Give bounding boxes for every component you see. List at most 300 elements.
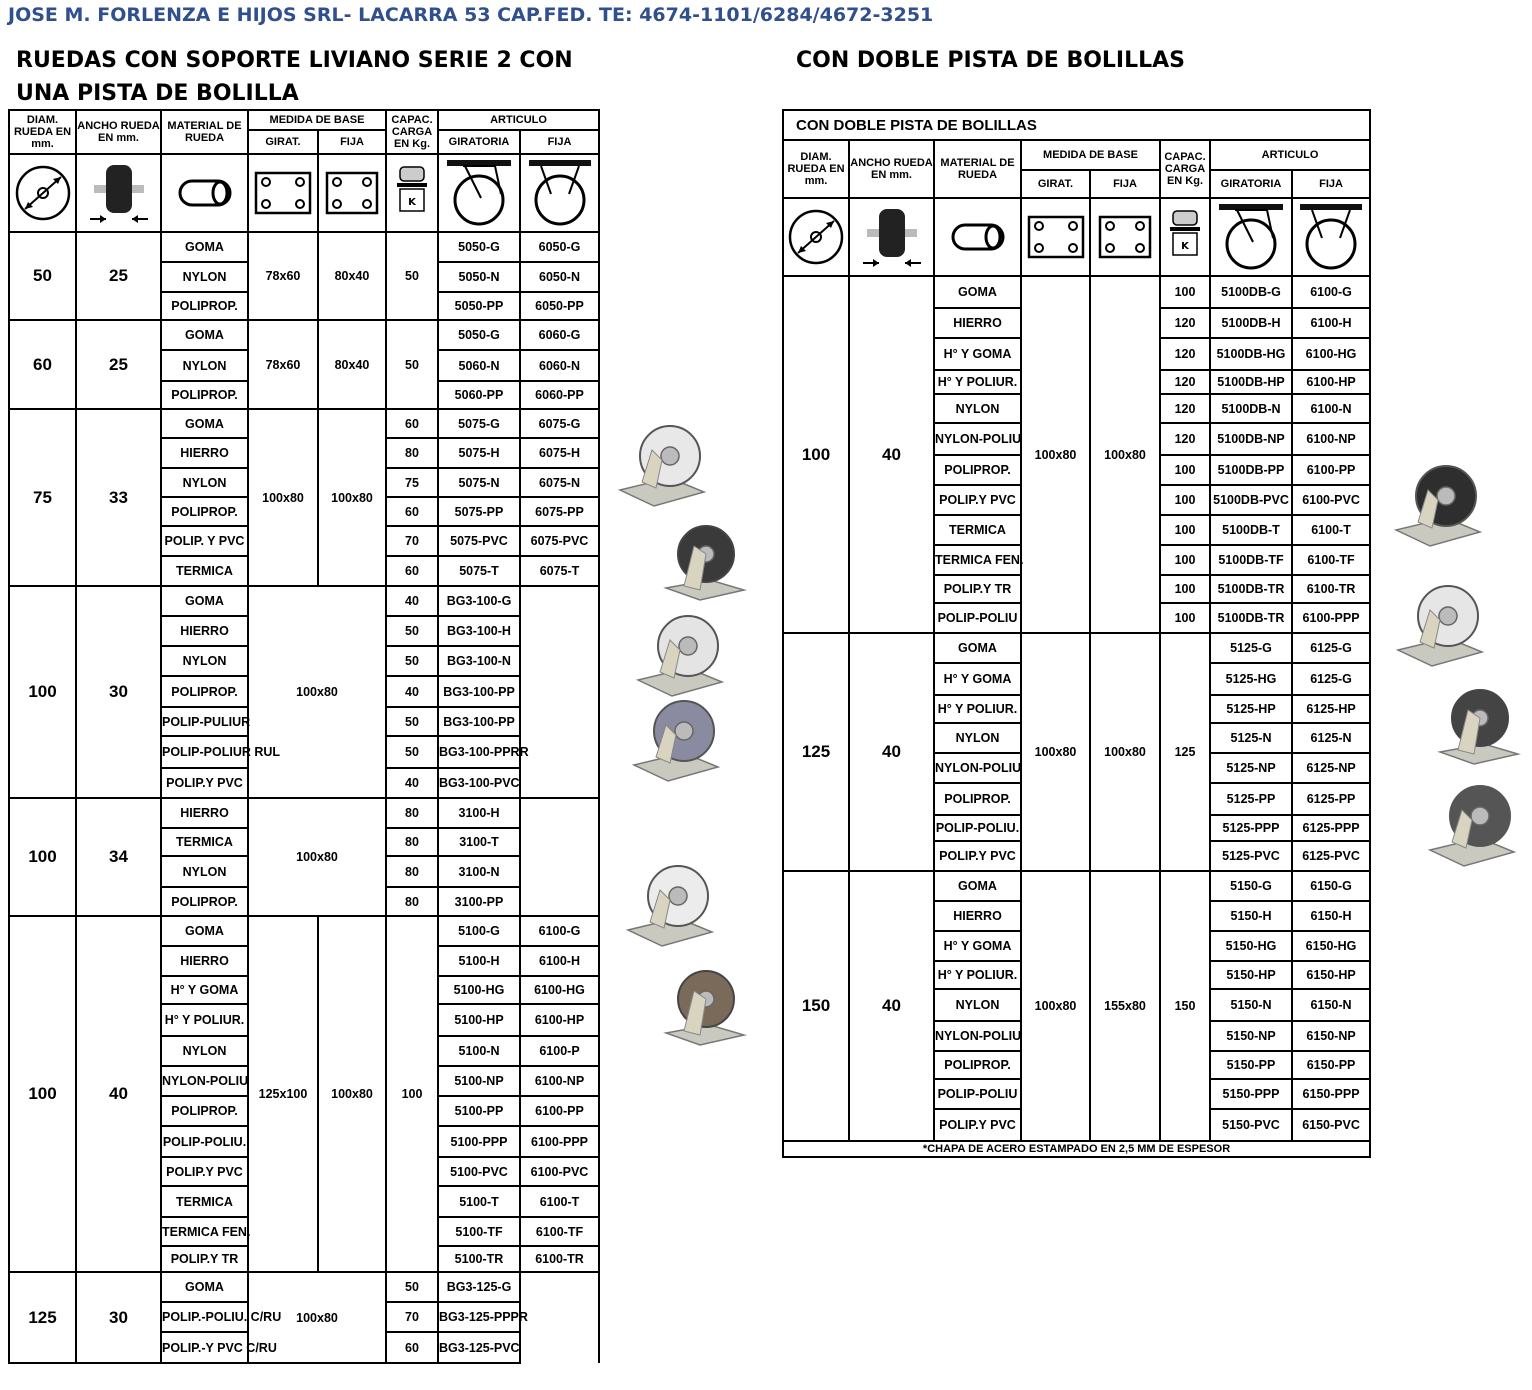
svg-text:K: K xyxy=(1181,241,1189,252)
icon-cell xyxy=(386,154,438,232)
article-giratoria-cell: BG3-125-PPPR xyxy=(438,1302,520,1332)
material-cell: NYLON-POLIU xyxy=(934,423,1021,455)
icon-cell xyxy=(1210,198,1292,276)
material-cell: POLIP-POLIU. xyxy=(934,815,1021,841)
article-giratoria-cell: 5100DB-TF xyxy=(1210,545,1292,575)
capacity-cell: 60 xyxy=(386,497,438,526)
article-giratoria-cell: 5100DB-PVC xyxy=(1210,485,1292,515)
article-giratoria-cell: 3100-PP xyxy=(438,887,520,916)
table-row xyxy=(9,798,599,828)
caster-photo xyxy=(660,965,750,1060)
material-cell: POLIPROP. xyxy=(934,455,1021,485)
capacity-cell: 100 xyxy=(1160,276,1210,308)
ancho-cell: 25 xyxy=(76,320,161,409)
article-giratoria-cell: BG3-100-PPRR xyxy=(438,736,520,768)
wheel-material-icon xyxy=(162,175,247,211)
capacity-cell: 120 xyxy=(1160,338,1210,370)
table-row xyxy=(783,276,1370,308)
material-cell: POLIP-POLIU xyxy=(934,1079,1021,1109)
capacity-cell: 80 xyxy=(386,856,438,887)
right-table-footnote: *CHAPA DE ACERO ESTAMPADO EN 2,5 MM DE ESPESOR xyxy=(783,1141,1370,1157)
article-giratoria-cell: 5050-PP xyxy=(438,292,520,320)
diam-cell: 125 xyxy=(783,633,849,871)
article-fija-cell: 6050-N xyxy=(520,262,599,292)
capacity-cell: 120 xyxy=(1160,308,1210,338)
capacity-cell: 100 xyxy=(386,916,438,1272)
icon-cell xyxy=(934,198,1021,276)
article-fija-cell: 6125-PVC xyxy=(1292,841,1370,871)
load-capacity-icon xyxy=(1161,209,1209,265)
col-giratoria-header: GIRATORIA xyxy=(438,130,520,154)
article-giratoria-cell: BG3-125-PVC xyxy=(438,1332,520,1363)
material-cell: POLIP.Y PVC xyxy=(934,485,1021,515)
material-cell: H° Y GOMA xyxy=(934,663,1021,695)
icon-cell xyxy=(520,154,599,232)
article-giratoria-cell: 3100-T xyxy=(438,828,520,856)
article-fija-cell: 6100-PVC xyxy=(1292,485,1370,515)
article-fija-cell: 6125-G xyxy=(1292,633,1370,663)
capacity-cell: 80 xyxy=(386,887,438,916)
capacity-cell: 100 xyxy=(1160,485,1210,515)
article-giratoria-cell: 5075-PP xyxy=(438,497,520,526)
capacity-cell: 50 xyxy=(386,707,438,736)
capacity-cell: 50 xyxy=(386,616,438,646)
fija-base-cell: 100x80 xyxy=(1090,633,1160,871)
col-fija2-header: FIJA xyxy=(1292,170,1370,198)
material-cell: POLIPROP. xyxy=(934,1051,1021,1079)
material-cell: HIERRO xyxy=(161,946,248,976)
col-capac-header: CAPAC. CARGA EN Kg. xyxy=(386,110,438,154)
capacity-cell: 60 xyxy=(386,556,438,586)
material-cell: POLIP.Y PVC xyxy=(161,768,248,798)
base-cell: 100x80 xyxy=(248,1272,386,1363)
capacity-cell: 100 xyxy=(1160,545,1210,575)
material-cell: POLIPROP. xyxy=(161,1096,248,1126)
material-cell: POLIP.Y PVC xyxy=(934,1109,1021,1141)
diam-cell: 150 xyxy=(783,871,849,1141)
fija-base-cell: 100x80 xyxy=(1090,276,1160,633)
col-diam-header: DIAM. RUEDA EN mm. xyxy=(9,110,76,154)
article-fija-cell: 6100-PPP xyxy=(1292,603,1370,633)
article-giratoria-cell: 5100DB-H xyxy=(1210,308,1292,338)
material-cell: NYLON xyxy=(934,394,1021,423)
article-giratoria-cell: 5100-N xyxy=(438,1036,520,1066)
material-cell: GOMA xyxy=(161,1272,248,1302)
article-giratoria-cell: 5100DB-TR xyxy=(1210,603,1292,633)
col-girat-header: GIRAT. xyxy=(248,130,318,154)
article-giratoria-cell: 5100DB-HG xyxy=(1210,338,1292,370)
col-medida-header: MEDIDA DE BASE xyxy=(248,110,386,130)
article-giratoria-cell: 5060-PP xyxy=(438,381,520,409)
article-giratoria-cell: 5125-NP xyxy=(1210,753,1292,783)
material-cell: POLIPROP. xyxy=(161,676,248,707)
base-cell: 100x80 xyxy=(248,586,386,798)
article-fija-cell: 6125-G xyxy=(1292,663,1370,695)
article-giratoria-cell: 5150-N xyxy=(1210,989,1292,1021)
article-fija-cell: 6100-PVC xyxy=(520,1157,599,1186)
article-giratoria-cell: 5100-HP xyxy=(438,1004,520,1036)
article-giratoria-cell: BG3-100-N xyxy=(438,646,520,676)
girat-base-cell: 100x80 xyxy=(248,409,318,586)
material-cell: H° Y GOMA xyxy=(934,338,1021,370)
fija-base-cell: 80x40 xyxy=(318,320,386,409)
article-giratoria-cell: 5150-HP xyxy=(1210,961,1292,989)
article-giratoria-cell: 3100-N xyxy=(438,856,520,887)
article-giratoria-cell: 5100-G xyxy=(438,916,520,946)
ancho-cell: 40 xyxy=(849,633,934,871)
article-fija-cell: 6100-N xyxy=(1292,394,1370,423)
article-giratoria-cell: 5100-HG xyxy=(438,976,520,1004)
diam-cell: 60 xyxy=(9,320,76,409)
icon-cell xyxy=(438,154,520,232)
article-giratoria-cell: 5150-PPP xyxy=(1210,1079,1292,1109)
ancho-cell: 34 xyxy=(76,798,161,916)
article-fija-cell: 6075-PP xyxy=(520,497,599,526)
icon-cell xyxy=(1292,198,1370,276)
article-giratoria-cell: 5100-TR xyxy=(438,1246,520,1272)
diam-cell: 75 xyxy=(9,409,76,586)
article-giratoria-cell: 5125-G xyxy=(1210,633,1292,663)
article-fija-cell: 6075-H xyxy=(520,438,599,468)
icon-cell xyxy=(1090,198,1160,276)
article-fija-cell: 6100-TR xyxy=(1292,575,1370,603)
material-cell: GOMA xyxy=(161,409,248,438)
capacity-cell: 50 xyxy=(386,646,438,676)
article-fija-cell: 6150-HP xyxy=(1292,961,1370,989)
col-medida-header: MEDIDA DE BASE xyxy=(1021,140,1160,170)
caster-photo xyxy=(1390,580,1490,680)
capacity-cell: 100 xyxy=(1160,603,1210,633)
material-cell: TERMICA FEN. xyxy=(934,545,1021,575)
width-icon xyxy=(850,205,933,269)
article-giratoria-cell: 5125-PVC xyxy=(1210,841,1292,871)
col-diam-header: DIAM. RUEDA EN mm. xyxy=(783,140,849,198)
article-fija-cell: 6075-G xyxy=(520,409,599,438)
material-cell: HIERRO xyxy=(161,798,248,828)
article-fija-cell: 6150-H xyxy=(1292,901,1370,931)
fija-base-cell: 80x40 xyxy=(318,232,386,320)
icon-cell xyxy=(849,198,934,276)
article-giratoria-cell: 5150-G xyxy=(1210,871,1292,901)
article-fija-cell xyxy=(520,1272,599,1363)
material-cell: TERMICA xyxy=(161,556,248,586)
capacity-cell: 50 xyxy=(386,1272,438,1302)
article-fija-cell: 6075-N xyxy=(520,468,599,497)
material-cell: GOMA xyxy=(161,232,248,262)
ancho-cell: 40 xyxy=(76,916,161,1272)
fija-base-cell: 100x80 xyxy=(318,916,386,1272)
capacity-cell: 100 xyxy=(1160,455,1210,485)
col-material-header: MATERIAL DE RUEDA xyxy=(934,140,1021,198)
material-cell: POLIP.-POLIU. C/RU xyxy=(161,1302,248,1332)
col-fija2-header: FIJA xyxy=(520,130,599,154)
right-catalog-table xyxy=(782,109,1371,1158)
article-fija-cell xyxy=(520,586,599,798)
article-giratoria-cell: 5075-PVC xyxy=(438,526,520,556)
girat-base-cell: 125x100 xyxy=(248,916,318,1272)
article-giratoria-cell: BG3-100-G xyxy=(438,586,520,616)
article-fija-cell: 6150-PP xyxy=(1292,1051,1370,1079)
table-row xyxy=(9,320,599,350)
capacity-cell: 60 xyxy=(386,1332,438,1363)
col-fija-header: FIJA xyxy=(1090,170,1160,198)
material-cell: TERMICA xyxy=(161,828,248,856)
material-cell: POLIP-PULIUR xyxy=(161,707,248,736)
material-cell: POLIP.Y TR xyxy=(934,575,1021,603)
col-capac-header: CAPAC. CARGA EN Kg. xyxy=(1160,140,1210,198)
article-giratoria-cell: 5050-N xyxy=(438,262,520,292)
article-giratoria-cell: BG3-100-PP xyxy=(438,676,520,707)
article-fija-cell: 6100-NP xyxy=(1292,423,1370,455)
article-giratoria-cell: BG3-100-H xyxy=(438,616,520,646)
article-giratoria-cell: 5125-PPP xyxy=(1210,815,1292,841)
article-fija-cell: 6150-G xyxy=(1292,871,1370,901)
article-fija-cell: 6150-NP xyxy=(1292,1021,1370,1051)
icon-cell xyxy=(318,154,386,232)
article-fija-cell: 6060-N xyxy=(520,350,599,381)
article-fija-cell: 6125-PP xyxy=(1292,783,1370,815)
table-row xyxy=(783,633,1370,663)
fixed-base-icon xyxy=(1091,214,1159,260)
icon-cell xyxy=(9,154,76,232)
capacity-cell: 75 xyxy=(386,468,438,497)
article-giratoria-cell: 5100-T xyxy=(438,1186,520,1217)
material-cell: NYLON xyxy=(161,646,248,676)
article-fija-cell: 6100-TF xyxy=(520,1217,599,1246)
diam-cell: 125 xyxy=(9,1272,76,1363)
width-icon xyxy=(77,161,160,225)
article-giratoria-cell: 5100-PVC xyxy=(438,1157,520,1186)
material-cell: GOMA xyxy=(161,586,248,616)
capacity-cell: 40 xyxy=(386,768,438,798)
article-fija-cell: 6100-HG xyxy=(1292,338,1370,370)
material-cell: H° Y POLIUR. xyxy=(934,370,1021,394)
article-fija-cell xyxy=(520,798,599,916)
article-fija-cell: 6100-PP xyxy=(1292,455,1370,485)
diameter-icon xyxy=(10,163,75,223)
left-table-title: RUEDAS CON SOPORTE LIVIANO SERIE 2 CON UNA PISTA DE BOLILLA xyxy=(16,48,573,106)
ancho-cell: 30 xyxy=(76,1272,161,1363)
material-cell: GOMA xyxy=(161,916,248,946)
material-cell: POLIPROP. xyxy=(161,381,248,409)
article-giratoria-cell: 5075-H xyxy=(438,438,520,468)
material-cell: POLIPROP. xyxy=(934,783,1021,815)
article-giratoria-cell: 5050-G xyxy=(438,232,520,262)
article-fija-cell: 6100-H xyxy=(1292,308,1370,338)
swivel-caster-icon xyxy=(439,158,519,228)
caster-photo xyxy=(620,860,720,960)
article-giratoria-cell: 5150-NP xyxy=(1210,1021,1292,1051)
material-cell: HIERRO xyxy=(161,438,248,468)
capacity-cell: 70 xyxy=(386,1302,438,1332)
article-giratoria-cell: 5125-HP xyxy=(1210,695,1292,723)
capacity-cell: 120 xyxy=(1160,394,1210,423)
material-cell: NYLON-POLIU xyxy=(161,1066,248,1096)
caster-photo xyxy=(626,695,726,795)
article-fija-cell: 6125-PPP xyxy=(1292,815,1370,841)
icon-cell xyxy=(76,154,161,232)
diam-cell: 100 xyxy=(9,586,76,798)
swivel-base-icon xyxy=(249,170,317,216)
article-fija-cell: 6075-T xyxy=(520,556,599,586)
ancho-cell: 30 xyxy=(76,586,161,798)
capacity-cell: 40 xyxy=(386,676,438,707)
table-row xyxy=(9,916,599,946)
material-cell: H° Y GOMA xyxy=(161,976,248,1004)
article-giratoria-cell: 5100DB-T xyxy=(1210,515,1292,545)
article-giratoria-cell: 5100DB-TR xyxy=(1210,575,1292,603)
article-fija-cell: 6100-G xyxy=(520,916,599,946)
table-row xyxy=(9,586,599,616)
diam-cell: 100 xyxy=(9,798,76,916)
caster-photo xyxy=(1422,780,1522,880)
table-row xyxy=(783,871,1370,901)
article-fija-cell: 6050-PP xyxy=(520,292,599,320)
fixed-caster-icon xyxy=(1293,202,1369,272)
article-giratoria-cell: 5100DB-N xyxy=(1210,394,1292,423)
article-giratoria-cell: 5100DB-G xyxy=(1210,276,1292,308)
caster-photo xyxy=(660,520,750,615)
capacity-cell: 40 xyxy=(386,586,438,616)
capacity-cell: 80 xyxy=(386,828,438,856)
col-ancho-header: ANCHO RUEDA EN mm. xyxy=(849,140,934,198)
capacity-cell: 150 xyxy=(1160,871,1210,1141)
material-cell: POLIP-POLIU xyxy=(934,603,1021,633)
ancho-cell: 33 xyxy=(76,409,161,586)
girat-base-cell: 100x80 xyxy=(1021,633,1090,871)
capacity-cell: 50 xyxy=(386,736,438,768)
right-table-title: CON DOBLE PISTA DE BOLILLAS xyxy=(796,48,1186,73)
girat-base-cell: 100x80 xyxy=(1021,871,1090,1141)
caster-photo xyxy=(1388,460,1488,560)
capacity-cell: 80 xyxy=(386,798,438,828)
article-giratoria-cell: 5125-PP xyxy=(1210,783,1292,815)
article-giratoria-cell: 5150-PP xyxy=(1210,1051,1292,1079)
material-cell: POLIP. Y PVC xyxy=(161,526,248,556)
material-cell: POLIPROP. xyxy=(161,292,248,320)
article-giratoria-cell: 5100DB-NP xyxy=(1210,423,1292,455)
material-cell: POLIP-POLIUR RUL xyxy=(161,736,248,768)
material-cell: H° Y POLIUR. xyxy=(934,961,1021,989)
article-fija-cell: 6050-G xyxy=(520,232,599,262)
fija-base-cell: 100x80 xyxy=(318,409,386,586)
material-cell: NYLON xyxy=(161,856,248,887)
material-cell: POLIPROP. xyxy=(161,887,248,916)
table-footer-row xyxy=(783,1141,1370,1157)
girat-base-cell: 100x80 xyxy=(1021,276,1090,633)
article-fija-cell: 6100-PPP xyxy=(520,1126,599,1157)
col-articulo-header: ARTICULO xyxy=(438,110,599,130)
article-fija-cell: 6125-HP xyxy=(1292,695,1370,723)
article-fija-cell: 6150-HG xyxy=(1292,931,1370,961)
material-cell: POLIP.Y TR xyxy=(161,1246,248,1272)
capacity-cell: 60 xyxy=(386,409,438,438)
capacity-cell: 80 xyxy=(386,438,438,468)
capacity-cell: 120 xyxy=(1160,370,1210,394)
col-articulo-header: ARTICULO xyxy=(1210,140,1370,170)
article-fija-cell: 6150-N xyxy=(1292,989,1370,1021)
icon-cell xyxy=(248,154,318,232)
material-cell: HIERRO xyxy=(934,308,1021,338)
table-row xyxy=(9,1272,599,1302)
ancho-cell: 25 xyxy=(76,232,161,320)
article-giratoria-cell: 5150-PVC xyxy=(1210,1109,1292,1141)
article-giratoria-cell: BG3-125-G xyxy=(438,1272,520,1302)
diam-cell: 100 xyxy=(9,916,76,1272)
material-cell: GOMA xyxy=(934,276,1021,308)
article-giratoria-cell: 5075-T xyxy=(438,556,520,586)
material-cell: NYLON xyxy=(161,1036,248,1066)
icon-cell xyxy=(783,198,849,276)
article-fija-cell: 6075-PVC xyxy=(520,526,599,556)
material-cell: POLIP.-Y PVC C/RU xyxy=(161,1332,248,1363)
col-fija-header: FIJA xyxy=(318,130,386,154)
article-giratoria-cell: 5100-H xyxy=(438,946,520,976)
material-cell: NYLON xyxy=(934,989,1021,1021)
company-header: JOSE M. FORLENZA E HIJOS SRL- LACARRA 53 CAP.FED. TE: 4674-1101/6284/4672-3251 xyxy=(8,4,934,26)
svg-text:K: K xyxy=(408,197,416,208)
article-fija-cell: 6100-HG xyxy=(520,976,599,1004)
material-cell: NYLON-POLIU xyxy=(934,1021,1021,1051)
article-giratoria-cell: 5100-TF xyxy=(438,1217,520,1246)
fija-base-cell: 155x80 xyxy=(1090,871,1160,1141)
table-row xyxy=(9,409,599,438)
material-cell: NYLON xyxy=(934,723,1021,753)
article-giratoria-cell: 5150-HG xyxy=(1210,931,1292,961)
diam-cell: 50 xyxy=(9,232,76,320)
material-cell: H° Y POLIUR. xyxy=(161,1004,248,1036)
article-giratoria-cell: 5100-PP xyxy=(438,1096,520,1126)
load-capacity-icon xyxy=(387,165,437,221)
article-fija-cell: 6100-TR xyxy=(520,1246,599,1272)
capacity-cell: 70 xyxy=(386,526,438,556)
material-cell: TERMICA FEN. xyxy=(161,1217,248,1246)
ancho-cell: 40 xyxy=(849,276,934,633)
girat-base-cell: 78x60 xyxy=(248,232,318,320)
ancho-cell: 40 xyxy=(849,871,934,1141)
article-giratoria-cell: 5150-H xyxy=(1210,901,1292,931)
material-cell: POLIP.Y PVC xyxy=(934,841,1021,871)
material-cell: TERMICA xyxy=(161,1186,248,1217)
article-fija-cell: 6100-TF xyxy=(1292,545,1370,575)
capacity-cell: 50 xyxy=(386,232,438,320)
article-fija-cell: 6100-T xyxy=(1292,515,1370,545)
article-giratoria-cell: 5100-NP xyxy=(438,1066,520,1096)
material-cell: GOMA xyxy=(934,871,1021,901)
icon-cell xyxy=(161,154,248,232)
swivel-base-icon xyxy=(1022,214,1089,260)
article-fija-cell: 6060-PP xyxy=(520,381,599,409)
article-giratoria-cell: 5100-PPP xyxy=(438,1126,520,1157)
article-giratoria-cell: 5125-HG xyxy=(1210,663,1292,695)
article-fija-cell: 6125-NP xyxy=(1292,753,1370,783)
article-giratoria-cell: 5075-G xyxy=(438,409,520,438)
diam-cell: 100 xyxy=(783,276,849,633)
material-cell: NYLON xyxy=(161,350,248,381)
article-giratoria-cell: 5050-G xyxy=(438,320,520,350)
material-cell: GOMA xyxy=(934,633,1021,663)
article-giratoria-cell: 5075-N xyxy=(438,468,520,497)
swivel-caster-icon xyxy=(1211,202,1291,272)
diameter-icon xyxy=(784,207,848,267)
material-cell: GOMA xyxy=(161,320,248,350)
capacity-cell: 125 xyxy=(1160,633,1210,871)
left-catalog-table xyxy=(8,109,600,1364)
col-ancho-header: ANCHO RUEDA EN mm. xyxy=(76,110,161,154)
article-fija-cell: 6100-HP xyxy=(520,1004,599,1036)
article-fija-cell: 6100-NP xyxy=(520,1066,599,1096)
article-giratoria-cell: 5060-N xyxy=(438,350,520,381)
